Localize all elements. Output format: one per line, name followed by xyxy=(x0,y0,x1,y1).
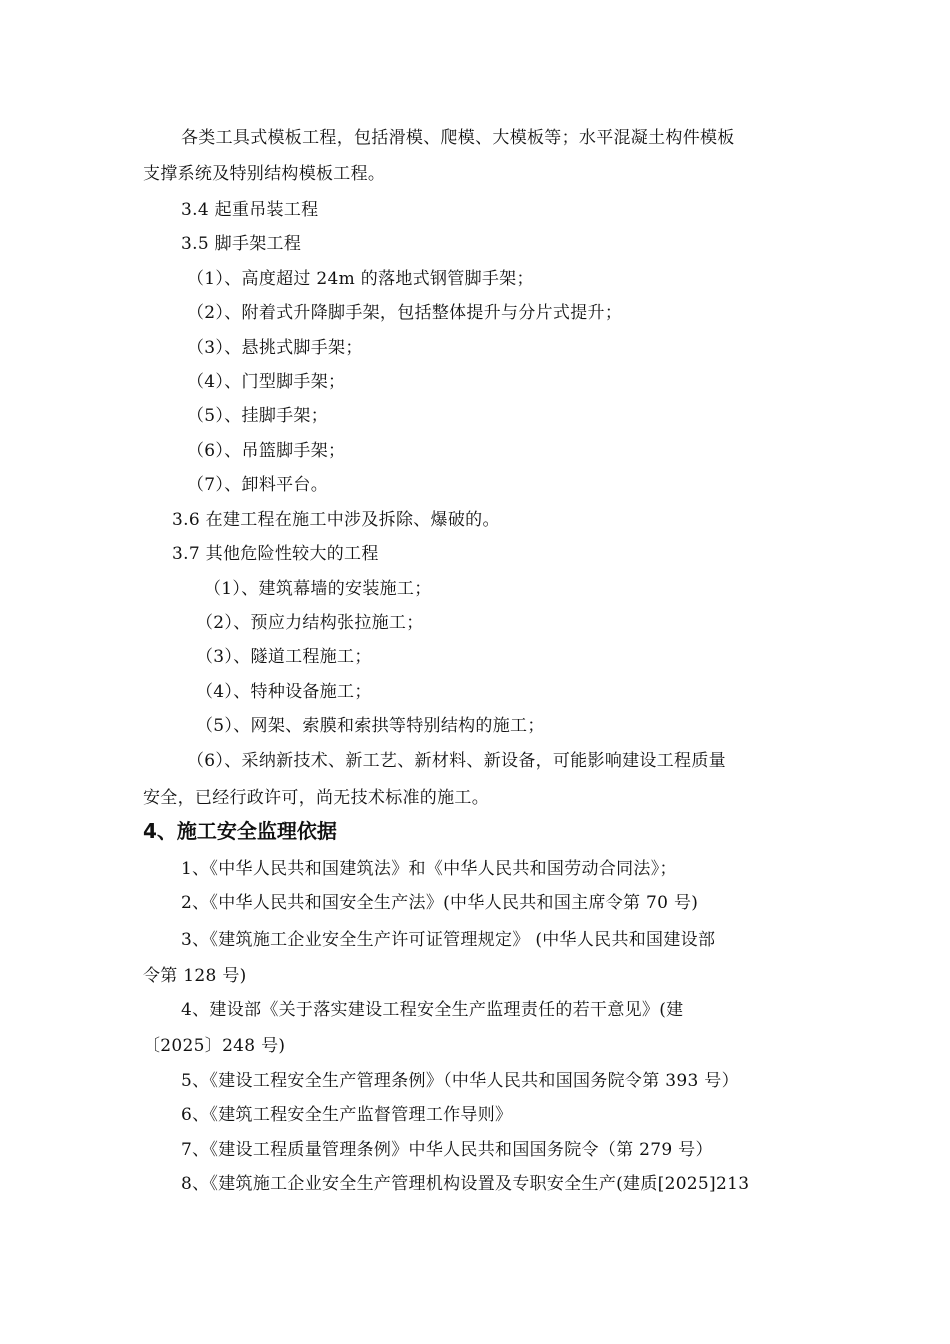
paragraph-line: 令第 128 号) xyxy=(143,966,247,986)
list-item: （5）、挂脚手架； xyxy=(187,406,329,426)
paragraph-line: 支撑系统及特别结构模板工程。 xyxy=(143,164,386,184)
paragraph-line: 安全，已经行政许可，尚无技术标准的施工。 xyxy=(143,788,489,808)
list-item: （4）、特种设备施工； xyxy=(196,682,372,702)
list-item: （1）、建筑幕墙的安装施工； xyxy=(204,579,432,599)
list-item: （1）、高度超过 24m 的落地式钢管脚手架； xyxy=(187,269,534,289)
subsection-title: 3.5 脚手架工程 xyxy=(181,234,302,254)
section-heading: 4、施工安全监理依据 xyxy=(143,819,337,843)
list-item: 2、《中华人民共和国安全生产法》(中华人民共和国主席令第 70 号) xyxy=(181,893,699,913)
list-item: 1、《中华人民共和国建筑法》和《中华人民共和国劳动合同法》； xyxy=(181,859,677,879)
list-item: 7、《建设工程质量管理条例》中华人民共和国国务院令（第 279 号） xyxy=(181,1140,713,1160)
paragraph-line: 〔2025〕248 号) xyxy=(143,1036,286,1056)
list-item: （4）、门型脚手架； xyxy=(187,372,346,392)
list-item: （2）、预应力结构张拉施工； xyxy=(196,613,424,633)
list-item: （5）、网架、索膜和索拱等特别结构的施工； xyxy=(196,716,545,736)
list-item: （3）、隧道工程施工； xyxy=(196,647,372,667)
list-item: （3）、悬挑式脚手架； xyxy=(187,338,363,358)
list-item: 5、《建设工程安全生产管理条例》（中华人民共和国国务院令第 393 号） xyxy=(181,1071,739,1091)
list-item: （7）、卸料平台。 xyxy=(187,475,329,495)
subsection-title: 3.7 其他危险性较大的工程 xyxy=(172,544,379,564)
list-item: 6、《建筑工程安全生产监督管理工作导则》 xyxy=(181,1105,513,1125)
list-item: 3、《建筑施工企业安全生产许可证管理规定》 (中华人民共和国建设部 xyxy=(181,930,716,950)
list-item: 4、建设部《关于落实建设工程安全生产监理责任的若干意见》(建 xyxy=(181,1000,684,1020)
paragraph-line: 各类工具式模板工程，包括滑模、爬模、大模板等；水平混凝土构件模板 xyxy=(181,128,735,148)
list-item: （6）、采纳新技术、新工艺、新材料、新设备，可能影响建设工程质量 xyxy=(187,751,726,771)
list-item: （6）、吊篮脚手架； xyxy=(187,441,346,461)
subsection-title: 3.6 在建工程在施工中涉及拆除、爆破的。 xyxy=(172,510,500,530)
list-item: （2）、附着式升降脚手架，包括整体提升与分片式提升； xyxy=(187,303,623,323)
list-item: 8、《建筑施工企业安全生产管理机构设置及专职安全生产(建质[2025]213 xyxy=(181,1174,750,1194)
subsection-title: 3.4 起重吊装工程 xyxy=(181,200,319,220)
